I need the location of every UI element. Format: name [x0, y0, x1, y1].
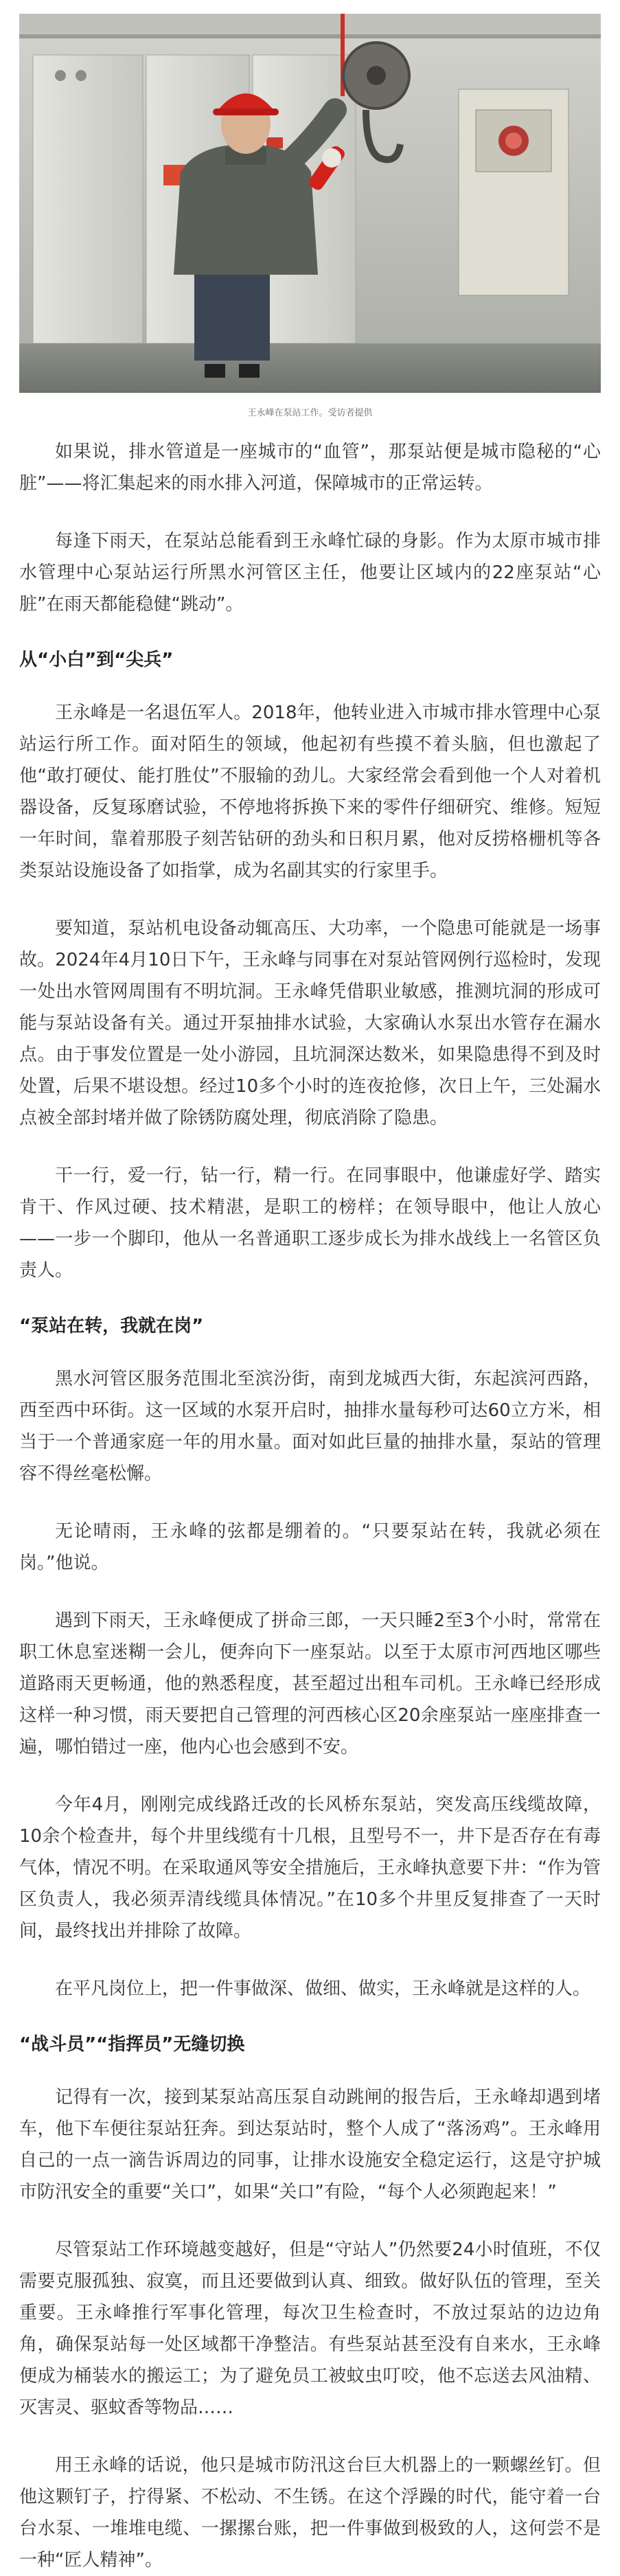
section-heading-2: “泵站在转，我就在岗”: [19, 1316, 204, 1336]
section-heading-1: 从“小白”到“尖兵”: [19, 650, 174, 670]
article: [0, 14, 620, 2571]
paragraph-intro-1: 如果说，排水管道是一座城市的“血管”，那泵站便是城市隐秘的“心脏”——将汇集起来的雨水排入河道，保障城市的正常运转。: [19, 442, 601, 494]
section1-paragraph-2: 要知道，泵站机电设备动辄高压、大功率，一个隐患可能就是一场事故。2024年4月10日下午，王永峰与同事在对泵站管网例行巡检时，发现一处出水管网周围有不明坑洞。王永峰凭借职业敏感，推测坑洞的形成可能与泵站设备有关。通过开泵抽排水试验，大家确认水泵出水管存在漏水点。由于事发位置是一处小游园，且坑洞深达数米，如果隐患得不到及时处置，后果不堪设想。经过10多个小时的连夜抢修，次日上午，三处漏水点被全部封堵并做了除锈防腐处理，彻底消除了隐患。: [19, 918, 601, 1128]
article-photo: [19, 14, 601, 393]
section2-paragraph-3: 遇到下雨天，王永峰便成了拼命三郎，一天只睡2至3个小时，常常在职工休息室迷糊一会儿，便奔向下一座泵站。以至于太原市河西地区哪些道路雨天更畅通，他的熟悉程度，甚至超过出租车司机。王永峰已经形成这样一种习惯，雨天要把自己管理的河西核心区20余座泵站一座座排查一遍，哪怕错过一座，他内心也会感到不安。: [19, 1610, 601, 1757]
section3-paragraph-1: 记得有一次，接到某泵站高压泵自动跳闸的报告后，王永峰却遇到堵车，他下车便往泵站狂奔。到达泵站时，整个人成了“落汤鸡”。王永峰用自己的一点一滴告诉周边的同事，让排水设施安全稳定运行，这是守护城市防汛安全的重要“关口”，如果“关口”有险，“每个人必须跑起来！”: [19, 2087, 601, 2202]
section3-paragraph-3: 用王永峰的话说，他只是城市防汛这台巨大机器上的一颗螺丝钉。但他这颗钉子，拧得紧、不松动、不生锈。在这个浮躁的时代，能守着一台台水泵、一堆堆电缆、一摞摞台账，把一件事做到极致的人，这何尝不是一种“匠人精神”。: [19, 2455, 601, 2571]
section1-paragraph-1: 王永峰是一名退伍军人。2018年，他转业进入市城市排水管理中心泵站运行所工作。面对陌生的领域，他起初有些摸不着头脑，但也激起了他“敢打硬仗、能打胜仗”不服输的劲儿。大家经常会看到他一个人对着机器设备，反复琢磨试验，不停地将拆换下来的零件仔细研究、维修。短短一年时间，靠着那股子刻苦钻研的劲头和日积月累，他对反捞格栅机等各类泵站设施设备了如指掌，成为名副其实的行家里手。: [19, 703, 601, 881]
worker-photo-illustration: [19, 14, 601, 393]
section2-paragraph-5: 在平凡岗位上，把一件事做深、做细、做实，王永峰就是这样的人。: [55, 1979, 591, 1999]
paragraph-intro-2: 每逢下雨天，在泵站总能看到王永峰忙碌的身影。作为太原市城市排水管理中心泵站运行所黑水河管区主任，他要让区域内的22座泵站“心脏”在雨天都能稳健“跳动”。: [19, 531, 601, 615]
section-heading-3: “战斗员”“指挥员”无缝切换: [19, 2034, 245, 2055]
section1-paragraph-3: 干一行，爱一行，钻一行，精一行。在同事眼中，他谦虚好学、踏实肯干、作风过硬、技术精湛，是职工的榜样；在领导眼中，他让人放心——一步一个脚印，他从一名普通职工逐步成长为排水战线上一名管区负责人。: [19, 1165, 601, 1281]
section3-paragraph-2: 尽管泵站工作环境越变越好，但是“守站人”仍然要24小时值班，不仅需要克服孤独、寂寞，而且还要做到认真、细致。做好队伍的管理，至关重要。王永峰推行军事化管理，每次卫生检查时，不放过泵站的边边角角，确保泵站每一处区域都干净整洁。有些泵站甚至没有自来水，王永峰便成为桶装水的搬运工；为了避免员工被蚊虫叮咬，他不忘送去风油精、灭害灵、驱蚊香等物品……: [19, 2239, 601, 2418]
photo-caption: 王永峰在泵站工作。受访者提供: [247, 407, 373, 418]
section2-paragraph-2: 无论晴雨，王永峰的弦都是绷着的。“只要泵站在转，我就必须在岗。”他说。: [19, 1521, 601, 1573]
section2-paragraph-1: 黑水河管区服务范围北至滨汾街，南到龙城西大街，东起滨河西路，西至西中环街。这一区域的水泵开启时，抽排水量每秒可达60立方米，相当于一个普通家庭一年的用水量。面对如此巨量的抽排水量，泵站的管理容不得丝毫松懈。: [19, 1369, 601, 1484]
section2-paragraph-4: 今年4月，刚刚完成线路迁改的长风桥东泵站，突发高压线缆故障，10余个检查井，每个井里线缆有十几根，且型号不一，井下是否存在有毒气体，情况不明。在采取通风等安全措施后，王永峰执意要下井：“作为管区负责人，我必须弄清线缆具体情况。”在10多个井里反复排查了一天时间，最终找出并排除了故障。: [19, 1794, 601, 1941]
